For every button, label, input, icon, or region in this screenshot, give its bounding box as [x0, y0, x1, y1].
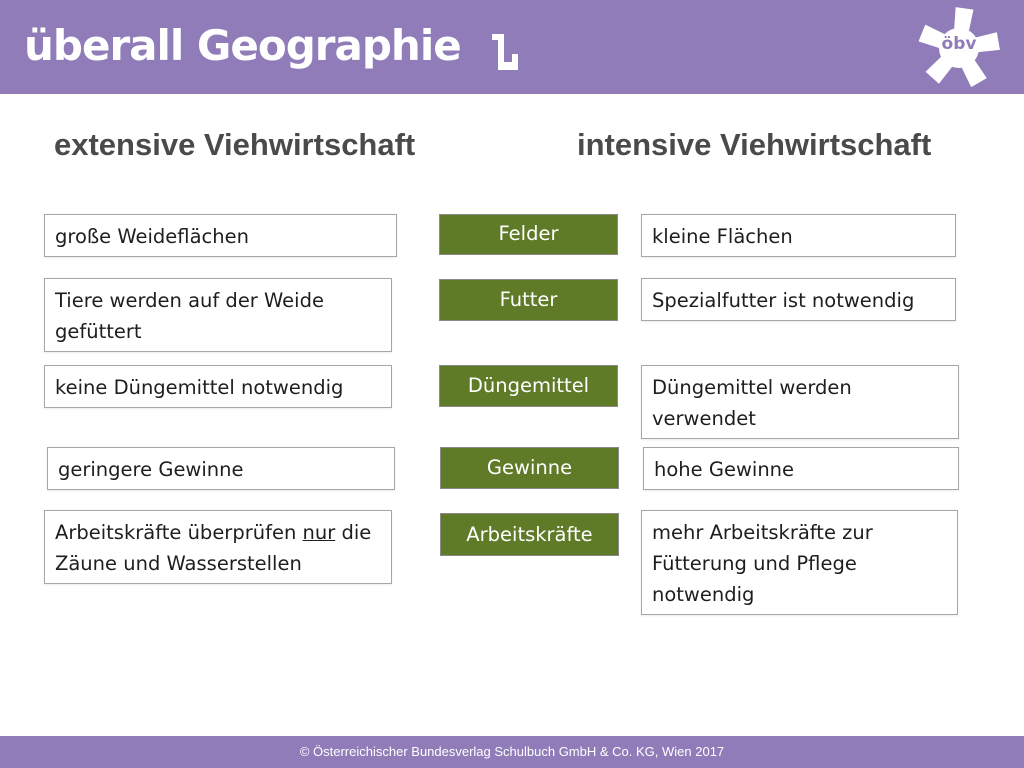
intensive-column-title: intensive Viehwirtschaft [577, 127, 932, 162]
category-felder: Felder [439, 214, 618, 255]
intensive-card-felder: kleine Flächen [641, 214, 956, 257]
category-futter: Futter [439, 279, 618, 321]
card-text-end: die Zäune und Wasserstellen [55, 521, 372, 575]
extensive-card-duengemittel [44, 365, 392, 408]
logo-text: öbv [941, 34, 977, 54]
card-text: geringere Gewinne [58, 458, 244, 481]
extensive-card-futter [44, 278, 392, 352]
copyright-text: © Österreichischer Bundesverlag Schulbuch GmbH & Co. KG, Wien 2017 [299, 744, 725, 759]
card-text: keine Düngemittel notwendig [55, 376, 344, 399]
intensive-card-futter: Spezialfutter ist notwendig [641, 278, 956, 321]
extensive-card-felder [44, 214, 397, 257]
header-bar [0, 0, 1024, 94]
publisher-logo [918, 6, 1000, 88]
footer-bar [0, 736, 1024, 768]
book-volume-icon [488, 30, 522, 76]
category-duengemittel: Düngemittel [439, 365, 618, 407]
card-text: Tiere werden auf der Weide gefüttert [55, 289, 324, 343]
intensive-card-duengemittel: Düngemittel werden verwendet [641, 365, 959, 439]
brand-title: überall Geographie [24, 21, 461, 70]
card-text-start: Arbeitskräfte überprüfen [55, 521, 303, 544]
intensive-card-arbeitskraefte: mehr Arbeitskräfte zur Fütterung und Pflege notwendig [641, 510, 958, 615]
card-text-emphasis: nur [302, 521, 336, 544]
intensive-card-gewinne: hohe Gewinne [643, 447, 959, 490]
extensive-column-title: extensive Viehwirtschaft [54, 127, 416, 162]
category-arbeitskraefte: Arbeitskräfte [440, 513, 619, 556]
card-text: große Weideflächen [55, 225, 249, 248]
extensive-card-arbeitskraefte [44, 510, 392, 584]
extensive-card-gewinne [47, 447, 395, 490]
category-gewinne: Gewinne [440, 447, 619, 489]
